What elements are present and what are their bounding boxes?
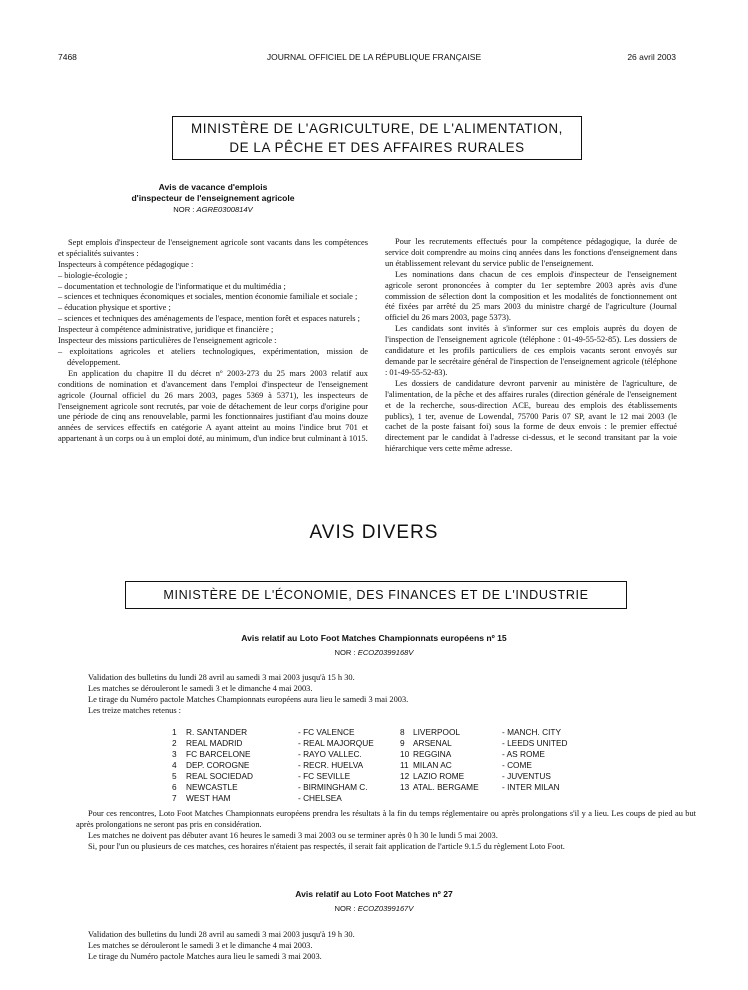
matches-left-home [186, 727, 253, 804]
match-home-team: REAL SOCIEDAD [186, 771, 254, 781]
avis1-intro: Sept emplois d'inspecteur de l'enseignement agricole sont vacants dans les compétences et spécialités suivantes : [58, 237, 368, 258]
ministry-line-2: DE LA PÊCHE ET DES AFFAIRES RURALES [229, 140, 525, 155]
nor-label: NOR : [334, 904, 356, 913]
ped-item: – biologie-écologie ; [58, 271, 368, 282]
rencontres-paragraph: Pour ces rencontres, Loto Foot Matches Championnats européens prendra les résultats à la fin du temps réglementaire ou après prolongations s'il y a lieu. Les coups de pied au but après prolongations ne seront pas pris en considération. [76, 809, 696, 829]
intro-line: Validation des bulletins du lundi 28 avril au samedi 3 mai 2003 jusqu'à 15 h 30. [88, 673, 355, 682]
match-away-team: - MANCH. CITY [502, 727, 561, 737]
match-away-team: - CHELSEA [298, 793, 342, 803]
horaires-paragraph: Les matches ne doivent pas débuter avant 16 heures le samedi 3 mai 2003 ou se terminer après 0 h 30 le lundi 5 mai 2003. [88, 831, 498, 840]
section-title: AVIS DIVERS [309, 522, 439, 543]
match-home-team: REAL MADRID [186, 738, 243, 748]
match-away-team: - FC VALENCE [298, 727, 355, 737]
match-away-team: - RAYO VALLEC. [298, 749, 362, 759]
match-away-team: - AS ROME [502, 749, 545, 759]
match-away-team: - LEEDS UNITED [502, 738, 568, 748]
match-home-team: LAZIO ROME [413, 771, 465, 781]
match-number: 4 [172, 760, 177, 770]
ped-item: – sciences et techniques des aménagements de l'espace, mention forêt et espaces naturels ; [58, 314, 368, 325]
match-home-team: R. SANTANDER [186, 727, 248, 737]
intro-line: Le tirage du Numéro pactole Matches Championnats européens aura lieu le samedi 3 mai 2003. [88, 695, 409, 704]
application-paragraph-start: En application du chapitre II du décret nº 2003-273 du 25 mars 2003 relatif aux conditions de nomination et d'avancement dans l'emploi d'inspecteur de l'enseignement agricole (Journal officiel du 26 mars 2003, pages 5369 à 5371), les inspecteurs de l'enseignement agricole sont recrutés, par voie de détachement de leur corps d'origine pour une période de cinq ans renouvelable, parmi les fonctionnaires justifiant d'au moins douze années de services effectifs en catégorie A ayant atteint au moins l'indice brut 701 et appartenant à un corps ou à un emploi doté, au minimum, d'un indice brut culminant à 1015. [58, 368, 368, 444]
match-home-team: REGGINA [413, 749, 452, 759]
avis3-line: Les matches se dérouleront le samedi 3 et le dimanche 4 mai 2003. [88, 941, 313, 950]
candidats-paragraph: Les candidats sont invités à s'informer sur ces emplois auprès du doyen de l'inspection de l'enseignement agricole (téléphone : 01-49-55-52-85). Les dossiers de candidature et les profils particuliers de ces emplois vacants seront envoyés sur demande par le secrétaire général de l'inspection de l'enseignement agricole (téléphone : 01-49-55-52-83). [385, 324, 677, 377]
ministry-line-1: MINISTÈRE DE L'ÉCONOMIE, DES FINANCES ET DE L'INDUSTRIE [163, 588, 589, 602]
match-away-team: - BIRMINGHAM C. [298, 782, 368, 792]
application-wrapper [58, 369, 368, 476]
ped-item: – documentation et technologie de l'informatique et du multimédia ; [58, 282, 368, 293]
missions-list [58, 347, 368, 369]
avis3-lines [76, 929, 696, 962]
match-number: 12 [400, 771, 410, 781]
avis3-nor [0, 904, 748, 913]
match-away-team: - INTER MILAN [502, 782, 560, 792]
matches-left-numbers [172, 727, 177, 804]
ministry-agriculture-box [172, 116, 582, 160]
dossiers-paragraph: Les dossiers de candidature devront parvenir au ministère de l'agriculture, de l'alimentation, de la pêche et des affaires rurales (direction générale de l'enseignement et de la recherche, sous-direction ACE, bureau des emplois des établissements publics), 1 ter, avenue de Lowendal, 75700 Paris 07 SP, avant le 12 mai 2003 (le cachet de la poste faisant foi) sous la forme de deux envois : le premier effectué directement par le candidat à l'adresse ci-dessus, et le second transitant par la voie hiérarchique vers cette même adresse. [385, 378, 677, 454]
match-number: 6 [172, 782, 177, 792]
application-continuation [385, 182, 677, 237]
match-home-team: MILAN AC [413, 760, 452, 770]
matches-right-numbers [400, 727, 409, 793]
match-away-team: - REAL MAJORQUE [298, 738, 374, 748]
ministry-economy-box [125, 581, 627, 609]
recrutements-paragraph: Pour les recrutements effectués pour la compétence pédagogique, la durée de service doit comprendre au moins cinq années dans les fonctions d'enseignement dans un établissement relevant du service public de l'enseignement. [385, 237, 677, 268]
ministry-line-1: MINISTÈRE DE L'AGRICULTURE, DE L'ALIMENTATION, [191, 121, 563, 136]
nominations-paragraph: Les nominations dans chacun de ces emplois d'inspecteur de l'enseignement agricole seront prononcées à compter du 1er septembre 2003 après avis d'une commission de sélection dont la composition et les modalités de fonctionnement ont été fixées par arrêté du 25 mars 2003 du ministre chargé de l'agriculture (Journal officiel du 26 mars 2003, page 5373). [385, 269, 677, 323]
match-home-team: LIVERPOOL [413, 727, 461, 737]
match-home-team: NEWCASTLE [186, 782, 238, 792]
match-away-team: - COME [502, 760, 532, 770]
avis1-title-1: Avis de vacance d'emplois [158, 182, 268, 192]
ped-item: – éducation physique et sportive ; [58, 303, 368, 314]
match-away-team: - RECR. HUELVA [298, 760, 364, 770]
ped-list [58, 271, 368, 326]
ped-item: – sciences et techniques économiques et sociales, mention économie familiale et sociale ; [58, 292, 368, 303]
missions-item: – exploitations agricoles et ateliers technologiques, expérimentation, mission de développement. [58, 347, 368, 369]
match-home-team: ATAL. BERGAME [413, 782, 479, 792]
match-home-team: WEST HAM [186, 793, 231, 803]
match-number: 1 [172, 727, 177, 737]
match-number: 7 [172, 793, 177, 803]
issue-date: 26 avril 2003 [627, 52, 676, 62]
match-number: 8 [400, 727, 405, 737]
match-number: 5 [172, 771, 177, 781]
avis1-title-2: d'inspecteur de l'enseignement agricole [131, 192, 295, 203]
matches-right-home [413, 727, 479, 793]
nor-label: NOR : [334, 648, 356, 657]
application-paragraph: Si, pour l'un ou plusieurs de ces matches, ces horaires n'étaient pas respectés, il serait fait application de l'article 9.1.5 du règlement Loto Foot. [88, 842, 565, 851]
match-number: 3 [172, 749, 177, 759]
match-number: 10 [400, 749, 410, 759]
nor-code: AGRE0300814V [196, 205, 253, 214]
match-home-team: ARSENAL [413, 738, 452, 748]
avis3-title: Avis relatif au Loto Foot Matches nº 27 [295, 889, 453, 899]
match-home-team: DEP. COROGNE [186, 760, 250, 770]
match-number: 11 [400, 760, 409, 770]
intro-line: Les matches se dérouleront le samedi 3 et le dimanche 4 mai 2003. [88, 684, 313, 693]
match-away-team: - JUVENTUS [502, 771, 551, 781]
page-number: 7468 [58, 52, 77, 62]
matches-right-away [502, 727, 567, 793]
avis2-rules [76, 808, 696, 852]
match-away-team: - FC SEVILLE [298, 771, 351, 781]
avis2-title: Avis relatif au Loto Foot Matches Championnats européens nº 15 [241, 633, 507, 643]
journal-title: JOURNAL OFFICIEL DE LA RÉPUBLIQUE FRANÇAISE [266, 52, 482, 62]
match-number: 9 [400, 738, 405, 748]
nor-code: ECOZ0399167V [357, 904, 414, 913]
match-home-team: FC BARCELONE [186, 749, 251, 759]
avis2-intro [76, 672, 696, 716]
nor-label: NOR : [173, 205, 195, 214]
avis3-line: Validation des bulletins du lundi 28 avril au samedi 3 mai 2003 jusqu'à 19 h 30. [88, 930, 355, 939]
nor-code: ECOZ0399168V [357, 648, 414, 657]
intro-line: Les treize matches retenus : [88, 706, 182, 715]
match-number: 2 [172, 738, 177, 748]
ped-title: Inspecteurs à compétence pédagogique : [58, 259, 194, 269]
admin-title: Inspecteur à compétence administrative, juridique et financière ; [58, 325, 274, 335]
right-column [385, 182, 677, 455]
missions-title: Inspecteur des missions particulières de l'enseignement agricole : [58, 336, 277, 346]
matches-left-away [298, 727, 374, 804]
match-number: 13 [400, 782, 410, 792]
avis2-nor [0, 648, 748, 657]
avis3-line: Le tirage du Numéro pactole Matches aura lieu le samedi 3 mai 2003. [88, 952, 322, 961]
left-column [58, 182, 368, 476]
avis1-nor [58, 205, 368, 216]
